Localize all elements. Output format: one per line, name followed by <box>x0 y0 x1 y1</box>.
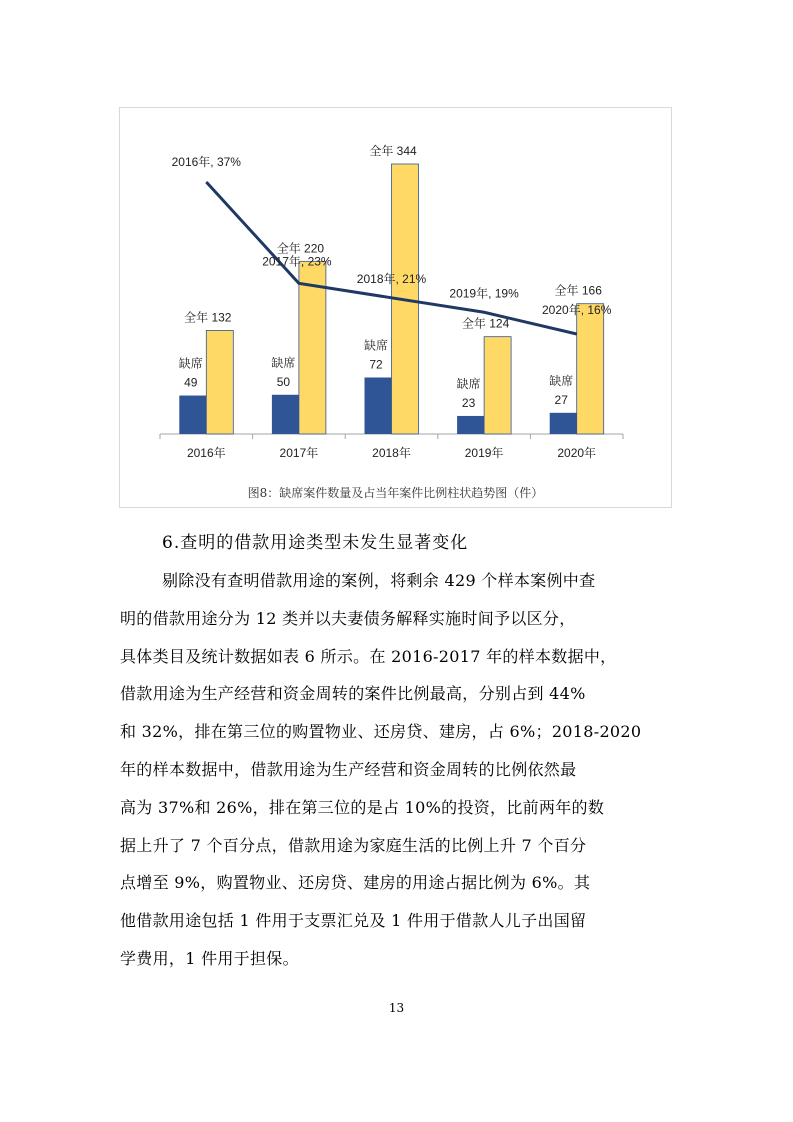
line-data-label: 2017年, 23% <box>262 254 332 269</box>
data-label-total: 全年 124 <box>461 316 510 331</box>
data-label-total: 全年 344 <box>369 144 417 158</box>
data-label-total: 全年 166 <box>554 283 602 298</box>
paragraph-line: 高为 37%和 26%，排在第三位的是占 10%的投资，比前两年的数 <box>120 797 605 817</box>
line-data-label: 2019年, 19% <box>449 286 519 301</box>
bar-absent <box>272 395 299 434</box>
paragraph-line: 和 32%，排在第三位的购置物业、还房贷、建房，占 6%；2018-2020 <box>120 722 642 742</box>
line-data-label: 2016年, 37% <box>171 155 241 169</box>
bar-absent <box>550 413 577 434</box>
bar-absent <box>457 416 484 434</box>
body-paragraph <box>120 562 673 978</box>
line-data-label: 2018年, 21% <box>356 271 427 286</box>
chart-frame <box>119 107 672 508</box>
paragraph-line: 点增至 9%，购置物业、还房贷、建房的用途占据比例为 6%。其 <box>120 873 591 893</box>
data-label-absent: 缺席 50 <box>271 355 296 389</box>
x-tick-label: 2016年 <box>186 446 226 460</box>
x-tick-label: 2020年 <box>557 446 597 460</box>
bar-total <box>484 337 511 434</box>
data-label-absent: 缺席 23 <box>456 376 481 410</box>
paragraph-line: 据上升了 7 个百分点，借款用途为家庭生活的比例上升 7 个百分 <box>120 835 587 855</box>
bar-line-chart <box>120 108 673 509</box>
page-number: 13 <box>388 1001 405 1015</box>
paragraph-line: 借款用途为生产经营和资金周转的案件比例最高，分别占到 44% <box>120 684 586 704</box>
bar-absent <box>179 396 206 434</box>
bar-total <box>577 304 604 434</box>
bar-absent <box>365 377 392 434</box>
data-label-absent: 缺席 72 <box>363 338 389 372</box>
section-heading: 6.查明的借款用途类型未发生显著变化 <box>162 533 469 553</box>
line-data-label: 2020年, 16% <box>542 303 612 317</box>
bar-total <box>206 330 233 434</box>
paragraph-line: 明的借款用途分为 12 类并以夫妻债务解释实施时间予以区分， <box>120 608 576 628</box>
data-label-absent: 缺席 49 <box>178 356 203 390</box>
paragraph-line: 剔除没有查明借款用途的案例，将剩余 429 个样本案例中查 <box>162 571 596 590</box>
x-tick-label: 2017年 <box>279 446 319 460</box>
x-tick-label: 2019年 <box>464 446 504 460</box>
paragraph-line: 具体类目及统计数据如表 6 所示。在 2016-2017 年的样本数据中， <box>120 646 617 666</box>
data-label-absent: 缺席 27 <box>549 373 574 407</box>
x-tick-label: 2018年 <box>372 446 411 460</box>
data-label-total: 全年 132 <box>184 310 232 325</box>
paragraph-line: 学费用，1 件用于担保。 <box>120 948 299 968</box>
paragraph-line: 年的样本数据中，借款用途为生产经营和资金周转的比例依然最 <box>120 759 577 779</box>
data-label-total: 全年 220 <box>276 241 325 256</box>
chart-caption: 图8：缺席案件数量及占当年案件比例柱状趋势图（件） <box>247 486 544 500</box>
paragraph-line: 他借款用途包括 1 件用于支票汇兑及 1 件用于借款人儿子出国留 <box>120 911 587 931</box>
